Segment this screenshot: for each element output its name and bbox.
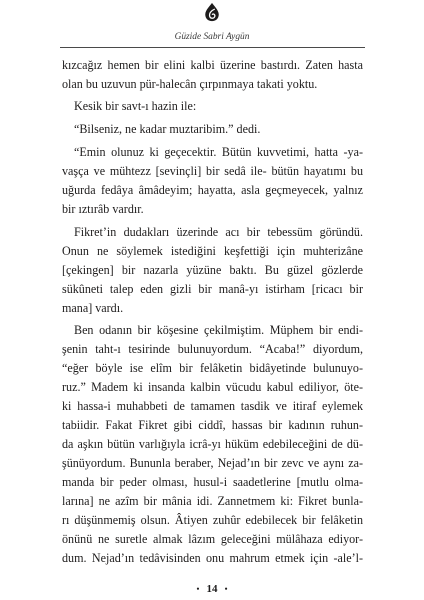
paragraph: [62, 223, 363, 318]
text-line: manda bir peder olması, husul-i saadetlerine [mutlu olma-: [62, 475, 363, 490]
page-body: [62, 56, 363, 573]
paragraph: [62, 56, 363, 94]
text-line: “Bilseniz, ne kadar muztaribim.” dedi.: [74, 122, 261, 137]
text-line: larına] ne azîm bir mânia idi. Zannetmem ki: Fikret bunla-: [62, 494, 363, 509]
text-line: şünüyordum. Bununla beraber, Nejad’ın bir zevc ve aynı za-: [62, 456, 363, 471]
text-line: da aşkın bütün varlığıyla icrâ-yı hüküm edebileceğini de dü-: [62, 437, 363, 452]
text-line: önünü ne suretle almak lâzım geleceğini mülâhaza ediyor-: [62, 532, 363, 547]
text-line: vaşça ve mühtezz [sevinçli] bir sedâ ile- bütün hayatımı bu: [62, 163, 363, 178]
text-line: Fikret’in dudakları üzerinde acı bir tebessüm göründü.: [74, 224, 363, 239]
text-line: ruz.” Madem ki insanda kalbin vücudu kabul ediliyor, öte-: [62, 380, 363, 395]
text-line: rı düşünmemiş olsun. Âtiyen zuhûr edebilecek bir felâketin: [62, 513, 363, 528]
running-header-author: Güzide Sabri Aygün: [174, 32, 250, 42]
page-number-bullet: •: [224, 584, 228, 594]
text-line: bir ıztırâb vardır.: [62, 201, 144, 216]
fleuron-icon: [203, 2, 221, 22]
text-line: “Emin olunuz ki geçecektir. Bütün kuvvetimi, hatta -ya-: [74, 144, 363, 159]
paragraph: [62, 97, 363, 116]
text-line: [çekingen] bir nazarla yüzüne baktı. Bu güzel gözlerde: [62, 262, 363, 277]
text-line: olan bu uzuvun pür-halecân çırpınmaya takati yoktu.: [62, 76, 318, 91]
paragraph: [62, 143, 363, 219]
text-line: Onun ne söylemek istediğini keşfettiği için muhterizâne: [62, 243, 363, 258]
header-rule: [60, 47, 365, 48]
text-line: tabiidir. Fakat Fikret gibi ciddî, hassas bir kadının ruhun-: [62, 418, 363, 433]
paragraph: [62, 321, 363, 568]
page-number-footer: [0, 582, 424, 596]
text-line: “eğer böyle ise elîm bir felâketin bidâyetinde bulunuyo-: [62, 361, 363, 376]
text-line: dum. Nejad’ın tedâvisinden onu mahrum etmek için -ale’l-: [62, 551, 363, 566]
paragraph: [62, 120, 363, 139]
text-line: Kesik bir savt-ı hazin ile:: [74, 99, 197, 114]
text-line: ki hassa-i muhabbeti de tamamen tasdik ve itiraf eylemek: [62, 399, 363, 414]
text-line: sükûneti talep eden gizli bir manâ-yı istirham [ricacı bir: [62, 281, 363, 296]
text-line: kızcağız hemen bir elini kalbi üzerine bastırdı. Zaten hasta: [62, 57, 363, 72]
text-line: mana] vardı.: [62, 300, 124, 315]
page-number-bullet: •: [196, 584, 200, 594]
text-line: uğurda fedâya âmâdeyim; hayatta, asla geçmeyecek, yalnız: [62, 182, 363, 197]
page-number: 14: [206, 583, 218, 595]
text-line: Ben odanın bir köşesine çekilmiştim. Müphem bir endi-: [74, 323, 363, 338]
text-line: şenin taht-ı tesirinde bulunuyordum. “Acaba!” diyordum,: [62, 342, 363, 357]
